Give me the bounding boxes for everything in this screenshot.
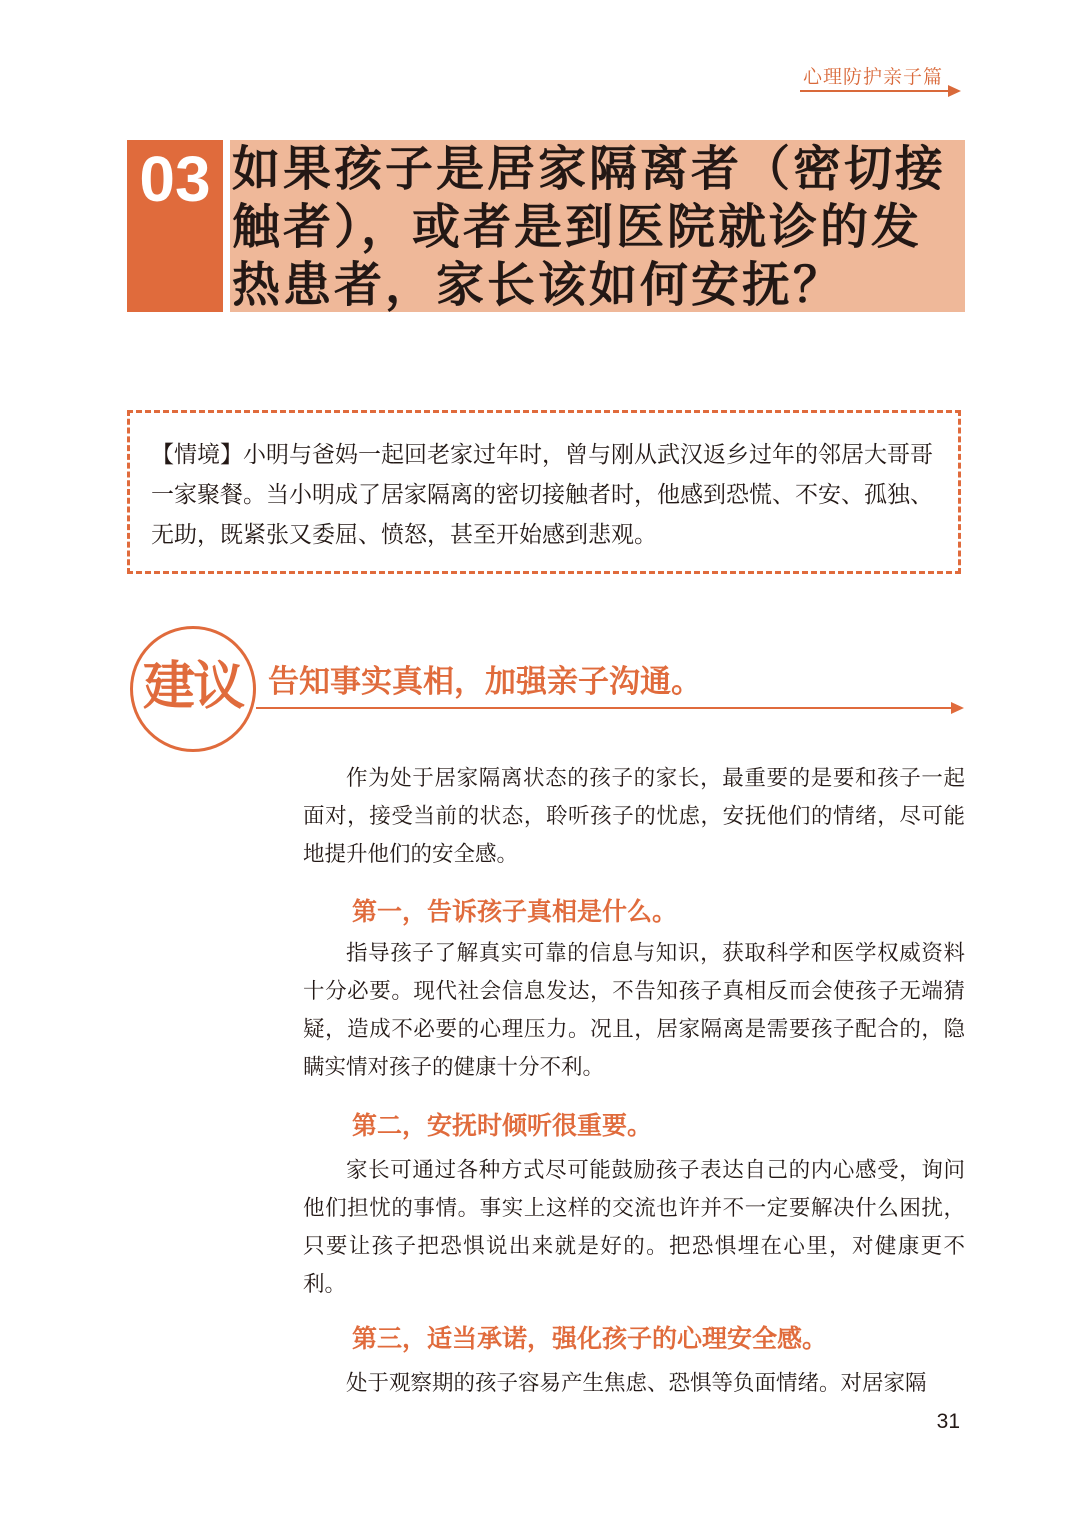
scenario-text: 【情境】小明与爸妈一起回老家过年时，曾与刚从武汉返乡过年的邻居大哥哥一家聚餐。当小明成了居家隔离的密切接触者时，他感到恐慌、不安、孤独、无助，既紧张又委屈、愤怒，甚至开始感到悲观。 [151, 442, 933, 548]
scenario-box [127, 410, 961, 574]
subheading-1: 第一，告诉孩子真相是什么。 [352, 897, 678, 926]
question-number: 03 [139, 143, 211, 215]
header-rule [800, 90, 950, 92]
advice-badge [130, 626, 256, 752]
page-number: 31 [936, 1410, 960, 1433]
advice-title: 告知事实真相，加强亲子沟通。 [268, 664, 702, 700]
question-title-box [230, 140, 965, 312]
paragraph-1: 指导孩子了解真实可靠的信息与知识，获取科学和医学权威资料十分必要。现代社会信息发达，不告知孩子真相反而会使孩子无端猜疑，造成不必要的心理压力。况且，居家隔离是需要孩子配合的，隐瞒实情对孩子的健康十分不利。 [303, 941, 965, 1080]
paragraph-3: 处于观察期的孩子容易产生焦虑、恐惧等负面情绪。对居家隔 [346, 1371, 927, 1396]
question-number-box [127, 140, 223, 312]
subheading-3: 第三，适当承诺，强化孩子的心理安全感。 [352, 1324, 828, 1353]
intro-paragraph: 作为处于居家隔离状态的孩子的家长，最重要的是要和孩子一起面对，接受当前的状态，聆听孩子的忧虑，安抚他们的情绪，尽可能地提升他们的安全感。 [303, 766, 965, 867]
arrow-right-icon [951, 702, 964, 714]
section-title: 心理防护亲子篇 [802, 66, 943, 88]
question-title: 如果孩子是居家隔离者（密切接触者），或者是到医院就诊的发热患者，家长该如何安抚？ [232, 141, 947, 313]
subheading-2: 第二，安抚时倾听很重要。 [352, 1111, 653, 1140]
arrow-right-icon [948, 85, 961, 97]
advice-label: 建议 [142, 657, 243, 717]
running-header [800, 62, 965, 89]
question-title-block [127, 140, 965, 312]
advice-rule [256, 707, 953, 709]
paragraph-2: 家长可通过各种方式尽可能鼓励孩子表达自己的内心感受，询问他们担忧的事情。事实上这样的交流也许并不一定要解决什么困扰，只要让孩子把恐惧说出来就是好的。把恐惧埋在心里，对健康更不利。 [303, 1158, 965, 1297]
